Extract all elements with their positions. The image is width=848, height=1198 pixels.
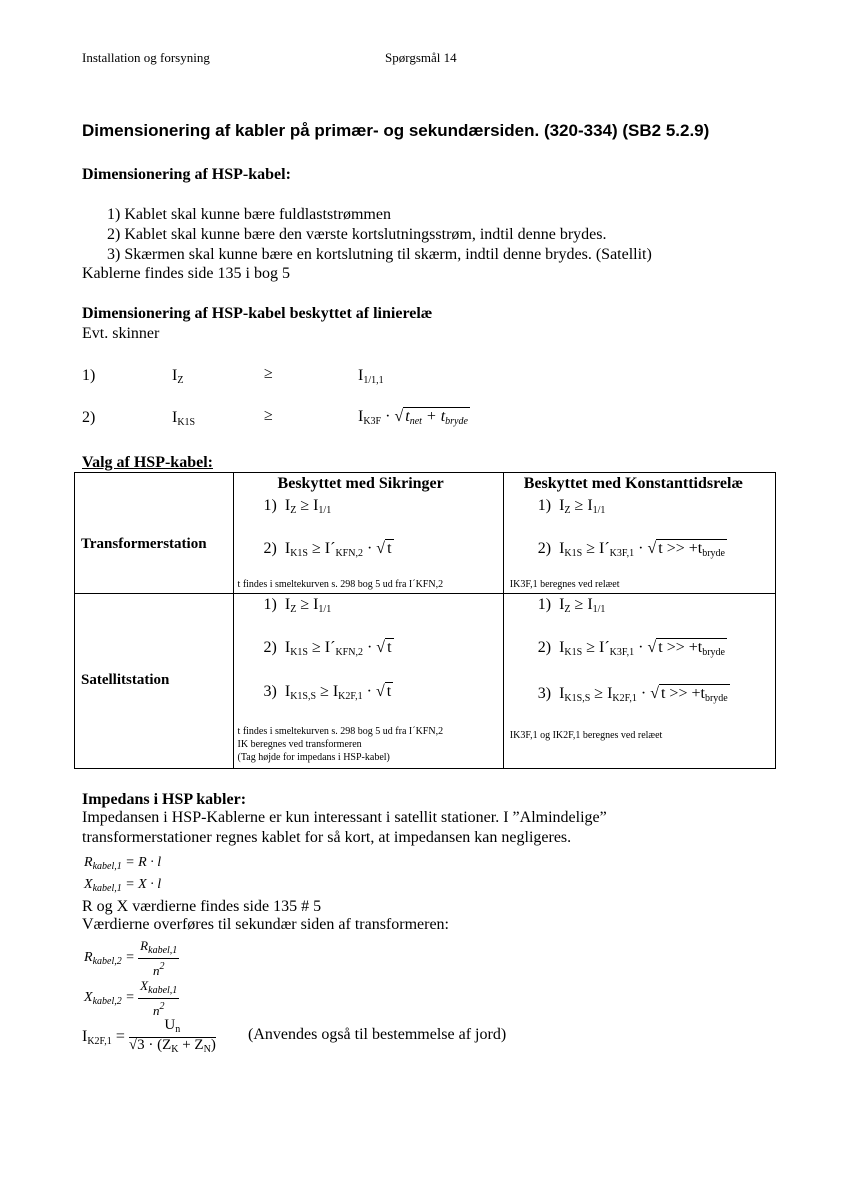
sik-s-eq3: 3) $I_{K1S,S} \ge I_{K2F,1}$ · √ t [263, 683, 392, 702]
cell-sik-satellit [233, 594, 503, 769]
formula-r-kabel-1: $R_{kabel,1} = R \cdot l$ [84, 855, 162, 872]
hsp-item-2: 2) Kablet skal kunne bære den værste kortslutningsstrøm, indtil denne brydes. [107, 226, 607, 243]
impedans-line-1: Impedansen i HSP-Kablerne er kun interessant i satellit stationer. I ”Almindelige” [82, 809, 607, 826]
relay-row2-op: ≥ [264, 407, 273, 424]
cell-rel-transformer [503, 473, 775, 594]
formula-x-kabel-2: $X_{kabel,2}$ = $\frac{X_{kabel,1}}{n^2}$ [84, 978, 178, 1018]
rel-note-1: IK3F,1 beregnes ved relæet [509, 579, 620, 590]
rel-t-eq1: 1) $I_Z \ge I_{1/1}$ [537, 497, 606, 516]
sik-note-1: t findes i smeltekurven s. 298 bog 5 ud fra I´KFN,2 [237, 579, 444, 590]
sik-t-eq1: 1) $I_Z \ge I_{1/1}$ [263, 497, 332, 516]
cell-sik-transformer [233, 473, 503, 594]
valg-heading: Valg af HSP-kabel: [82, 454, 213, 471]
impedans-heading: Impedans i HSP kabler: [82, 791, 247, 808]
row-transformer-label [75, 473, 234, 594]
valg-table [74, 472, 776, 769]
hsp-note: Kablerne findes side 135 i bog 5 [82, 265, 290, 282]
relay-row2-num: 2) [82, 409, 96, 426]
relay-heading: Dimensionering af HSP-kabel beskyttet af linierelæ [82, 305, 433, 322]
sqrt-icon: √ [394, 408, 404, 425]
formula-ik2f: $I_{K2F,1}$ = $\frac{U_n}{√3 \cdot (Z_K + Z_N)}$ [82, 1017, 216, 1055]
rel-t-eq2: 2) $I_{K1S}$ ≥ $I´_{K3F,1}$ · √ $t >> +t_{bryde}$ [538, 539, 727, 563]
relay-sub: Evt. skinner [82, 325, 160, 342]
sqrt-icon: √ [647, 540, 657, 557]
impedans-note: (Anvendes også til bestemmelse af jord) [248, 1026, 507, 1043]
sqrt-icon: √ [376, 540, 386, 557]
sik-t-eq2: 2) $I_{K1S}$ ≥ $I´_{KFN,2}$ · √ t [263, 540, 392, 559]
rel-s-eq1: 1) $I_Z \ge I_{1/1}$ [537, 596, 606, 615]
header-center: Spørgsmål 14 [385, 50, 457, 65]
satellit-label: Satellitstation [81, 672, 170, 688]
relay-row1-lhs: $I_Z$ [172, 367, 184, 386]
impedans-line-2: transformerstationer regnes kablet for så kort, at impedansen kan negligeres. [82, 829, 572, 846]
page-title: Dimensionering af kabler på primær- og sekundærsiden. (320-334) (SB2 5.2.9) [82, 121, 710, 140]
cell-rel-satellit [503, 594, 775, 769]
transformer-label: Transformerstation [81, 536, 207, 552]
sik-note-2a: t findes i smeltekurven s. 298 bog 5 ud fra I´KFN,2 [237, 726, 444, 737]
rel-s-eq3: 3) $I_{K1S,S} \ge I_{K2F,1}$ · √ $t >> +t_{bryde}$ [538, 684, 730, 708]
hsp-heading: Dimensionering af HSP-kabel: [82, 166, 291, 183]
rel-note-2: IK3F,1 og IK2F,1 beregnes ved relæet [509, 730, 663, 741]
relay-row2-rhs: $I_{K3F}$ · √ $t_{net} + t_{bryde}$ [358, 407, 470, 431]
relay-row1-op: ≥ [264, 365, 273, 382]
sik-note-2b: IK beregnes ved transformeren [237, 739, 362, 750]
impedans-line-3: R og X værdierne findes side 135 # 5 [82, 898, 322, 915]
formula-x-kabel-1: $X_{kabel,1} = X \cdot l$ [84, 877, 162, 894]
impedans-line-4: Værdierne overføres til sekundær siden af transformeren: [82, 916, 449, 933]
relay-row2-lhs: $I_{K1S}$ [172, 409, 196, 428]
header-left: Installation og forsyning [82, 50, 210, 65]
relay-row1-num: 1) [82, 367, 96, 384]
relay-row1-rhs: $I_{1/1,1}$ [358, 367, 384, 386]
sqrt-icon: √ [650, 685, 659, 702]
sqrt-icon: √ [647, 639, 657, 656]
col-header-relae: Beskyttet med Konstanttidsrelæ [523, 475, 744, 492]
sik-s-eq2: 2) $I_{K1S}$ ≥ $I´_{KFN,2}$ · √ t [263, 639, 392, 658]
sqrt-icon: √ [376, 639, 386, 656]
rel-s-eq2: 2) $I_{K1S}$ ≥ $I´_{K3F,1}$ · √ $t >> +t_{bryde}$ [538, 638, 727, 662]
sik-note-2c: (Tag højde for impedans i HSP-kabel) [237, 752, 390, 763]
sqrt-icon: √ [375, 683, 385, 700]
hsp-item-1: 1) Kablet skal kunne bære fuldlaststrømmen [107, 206, 391, 223]
hsp-item-3: 3) Skærmen skal kunne bære en kortslutning til skærm, indtil denne brydes. (Satellit) [107, 246, 652, 263]
col-header-sikringer: Beskyttet med Sikringer [277, 475, 444, 492]
sik-s-eq1: 1) $I_Z \ge I_{1/1}$ [263, 596, 332, 615]
formula-r-kabel-2: $R_{kabel,2}$ = $\frac{R_{kabel,1}}{n^2}$ [84, 938, 178, 978]
row-satellit-label [75, 594, 234, 769]
